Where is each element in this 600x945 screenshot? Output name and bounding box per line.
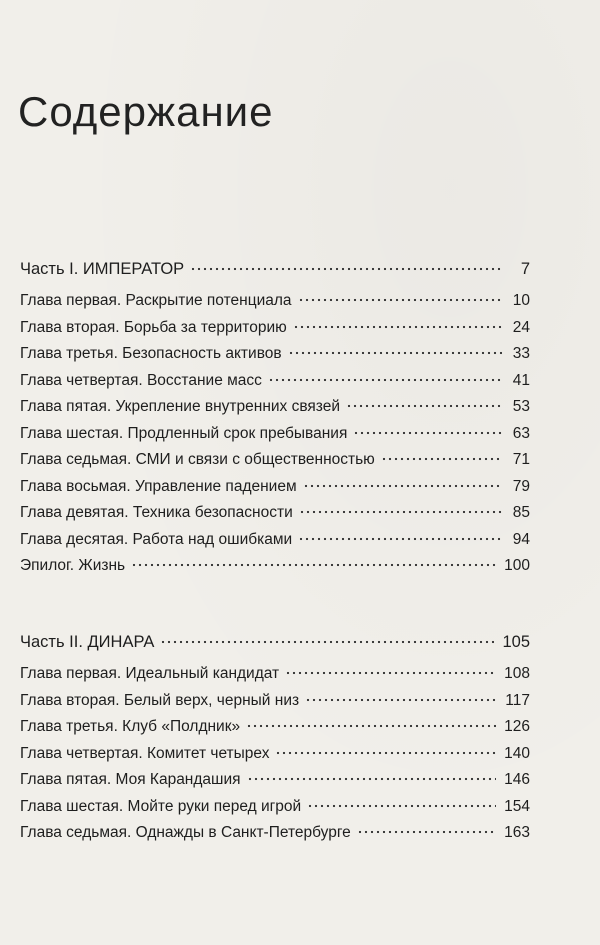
toc-entry-label: Глава вторая. Борьба за территорию xyxy=(20,318,287,336)
dot-leader xyxy=(268,378,502,382)
toc-entry-page: 163 xyxy=(504,824,530,841)
toc-entry-label: Глава седьмая. СМИ и связи с общественностью xyxy=(20,451,375,468)
toc-entry xyxy=(20,341,530,368)
toc-entry-page: 79 xyxy=(512,477,530,495)
toc-entry-page: 24 xyxy=(512,318,530,336)
toc-entry xyxy=(20,368,530,395)
toc-entry-label: Глава шестая. Продленный срок пребывания xyxy=(20,424,348,442)
dot-leader xyxy=(293,325,502,329)
dot-leader xyxy=(247,777,497,781)
toc-entry-page: 71 xyxy=(512,451,530,468)
toc-entry-label: Глава третья. Безопасность активов xyxy=(20,345,282,362)
toc-entry xyxy=(20,714,530,741)
toc-entry xyxy=(20,688,530,715)
toc-entry-label: Глава вторая. Белый верх, черный низ xyxy=(20,691,300,709)
toc-entry-page: 154 xyxy=(504,797,530,815)
toc-entry-label: Глава пятая. Укрепление внутренних связей xyxy=(20,398,341,415)
part-heading xyxy=(20,254,530,284)
toc-entry-page: 146 xyxy=(504,771,530,788)
dot-leader xyxy=(353,431,502,435)
toc-entry-label: Глава седьмая. Однажды в Санкт-Петербурге xyxy=(20,824,351,841)
dot-leader xyxy=(303,484,502,488)
part-heading xyxy=(20,627,530,657)
toc-entry-label: Глава десятая. Работа над ошибками xyxy=(20,530,293,548)
part-heading-page: 105 xyxy=(502,633,530,651)
dot-leader xyxy=(381,457,502,461)
toc-entry xyxy=(20,474,530,501)
toc-entry xyxy=(20,500,530,527)
dot-leader xyxy=(298,537,502,541)
toc-entry-label: Глава девятая. Техника безопасности xyxy=(20,504,293,521)
toc-entry-page: 10 xyxy=(512,292,530,309)
toc-entry-label: Глава первая. Идеальный кандидат xyxy=(20,665,280,682)
page-title: Содержание xyxy=(18,88,274,135)
toc-entry-page: 140 xyxy=(504,744,530,762)
toc-entry-page: 53 xyxy=(512,398,530,415)
toc-entry-page: 94 xyxy=(512,530,530,548)
dot-leader xyxy=(131,563,496,567)
dot-leader xyxy=(305,698,497,702)
toc-entry xyxy=(20,315,530,342)
toc-entry-page: 85 xyxy=(512,504,530,521)
dot-leader xyxy=(346,404,502,408)
toc-entry xyxy=(20,741,530,768)
toc-entry-label: Глава четвертая. Комитет четырех xyxy=(20,744,270,762)
dot-leader xyxy=(246,724,496,728)
toc-entry-label: Глава первая. Раскрытие потенциала xyxy=(20,292,292,309)
dot-leader xyxy=(160,640,494,644)
toc-entry xyxy=(20,553,530,580)
toc-entry-page: 117 xyxy=(505,691,530,709)
toc-entry xyxy=(20,421,530,448)
part-heading-page: 7 xyxy=(520,260,530,278)
toc-entry xyxy=(20,394,530,421)
toc-entry-label: Глава шестая. Мойте руки перед игрой xyxy=(20,797,302,815)
toc-entry-page: 63 xyxy=(512,424,530,442)
toc-entry-page: 33 xyxy=(512,345,530,362)
dot-leader xyxy=(275,751,496,755)
toc-entry xyxy=(20,794,530,821)
toc-entry-label: Глава третья. Клуб «Полдник» xyxy=(20,718,241,735)
part-heading-label: Часть I. ИМПЕРАТОР xyxy=(20,260,185,278)
dot-leader xyxy=(357,830,496,834)
toc-part-2 xyxy=(20,627,530,847)
dot-leader xyxy=(288,351,502,355)
dot-leader xyxy=(298,298,502,302)
toc-entry xyxy=(20,820,530,847)
toc-entry xyxy=(20,447,530,474)
toc-entry-label: Эпилог. Жизнь xyxy=(20,557,126,574)
toc-entry xyxy=(20,767,530,794)
toc-entry-page: 100 xyxy=(504,557,530,574)
toc-entry-label: Глава четвертая. Восстание масс xyxy=(20,371,262,389)
dot-leader xyxy=(190,267,502,271)
dot-leader xyxy=(285,671,496,675)
toc-entry-page: 108 xyxy=(504,665,530,682)
toc-part-1 xyxy=(20,254,530,580)
toc-entry-page: 126 xyxy=(504,718,530,735)
dot-leader xyxy=(307,804,496,808)
dot-leader xyxy=(299,510,502,514)
toc-entry xyxy=(20,288,530,315)
part-heading-label: Часть II. ДИНАРА xyxy=(20,633,155,651)
toc-entry xyxy=(20,661,530,688)
toc-entry-page: 41 xyxy=(512,371,530,389)
toc-entry xyxy=(20,527,530,554)
toc-entry-label: Глава восьмая. Управление падением xyxy=(20,477,297,495)
toc-entry-label: Глава пятая. Моя Карандашия xyxy=(20,771,241,788)
